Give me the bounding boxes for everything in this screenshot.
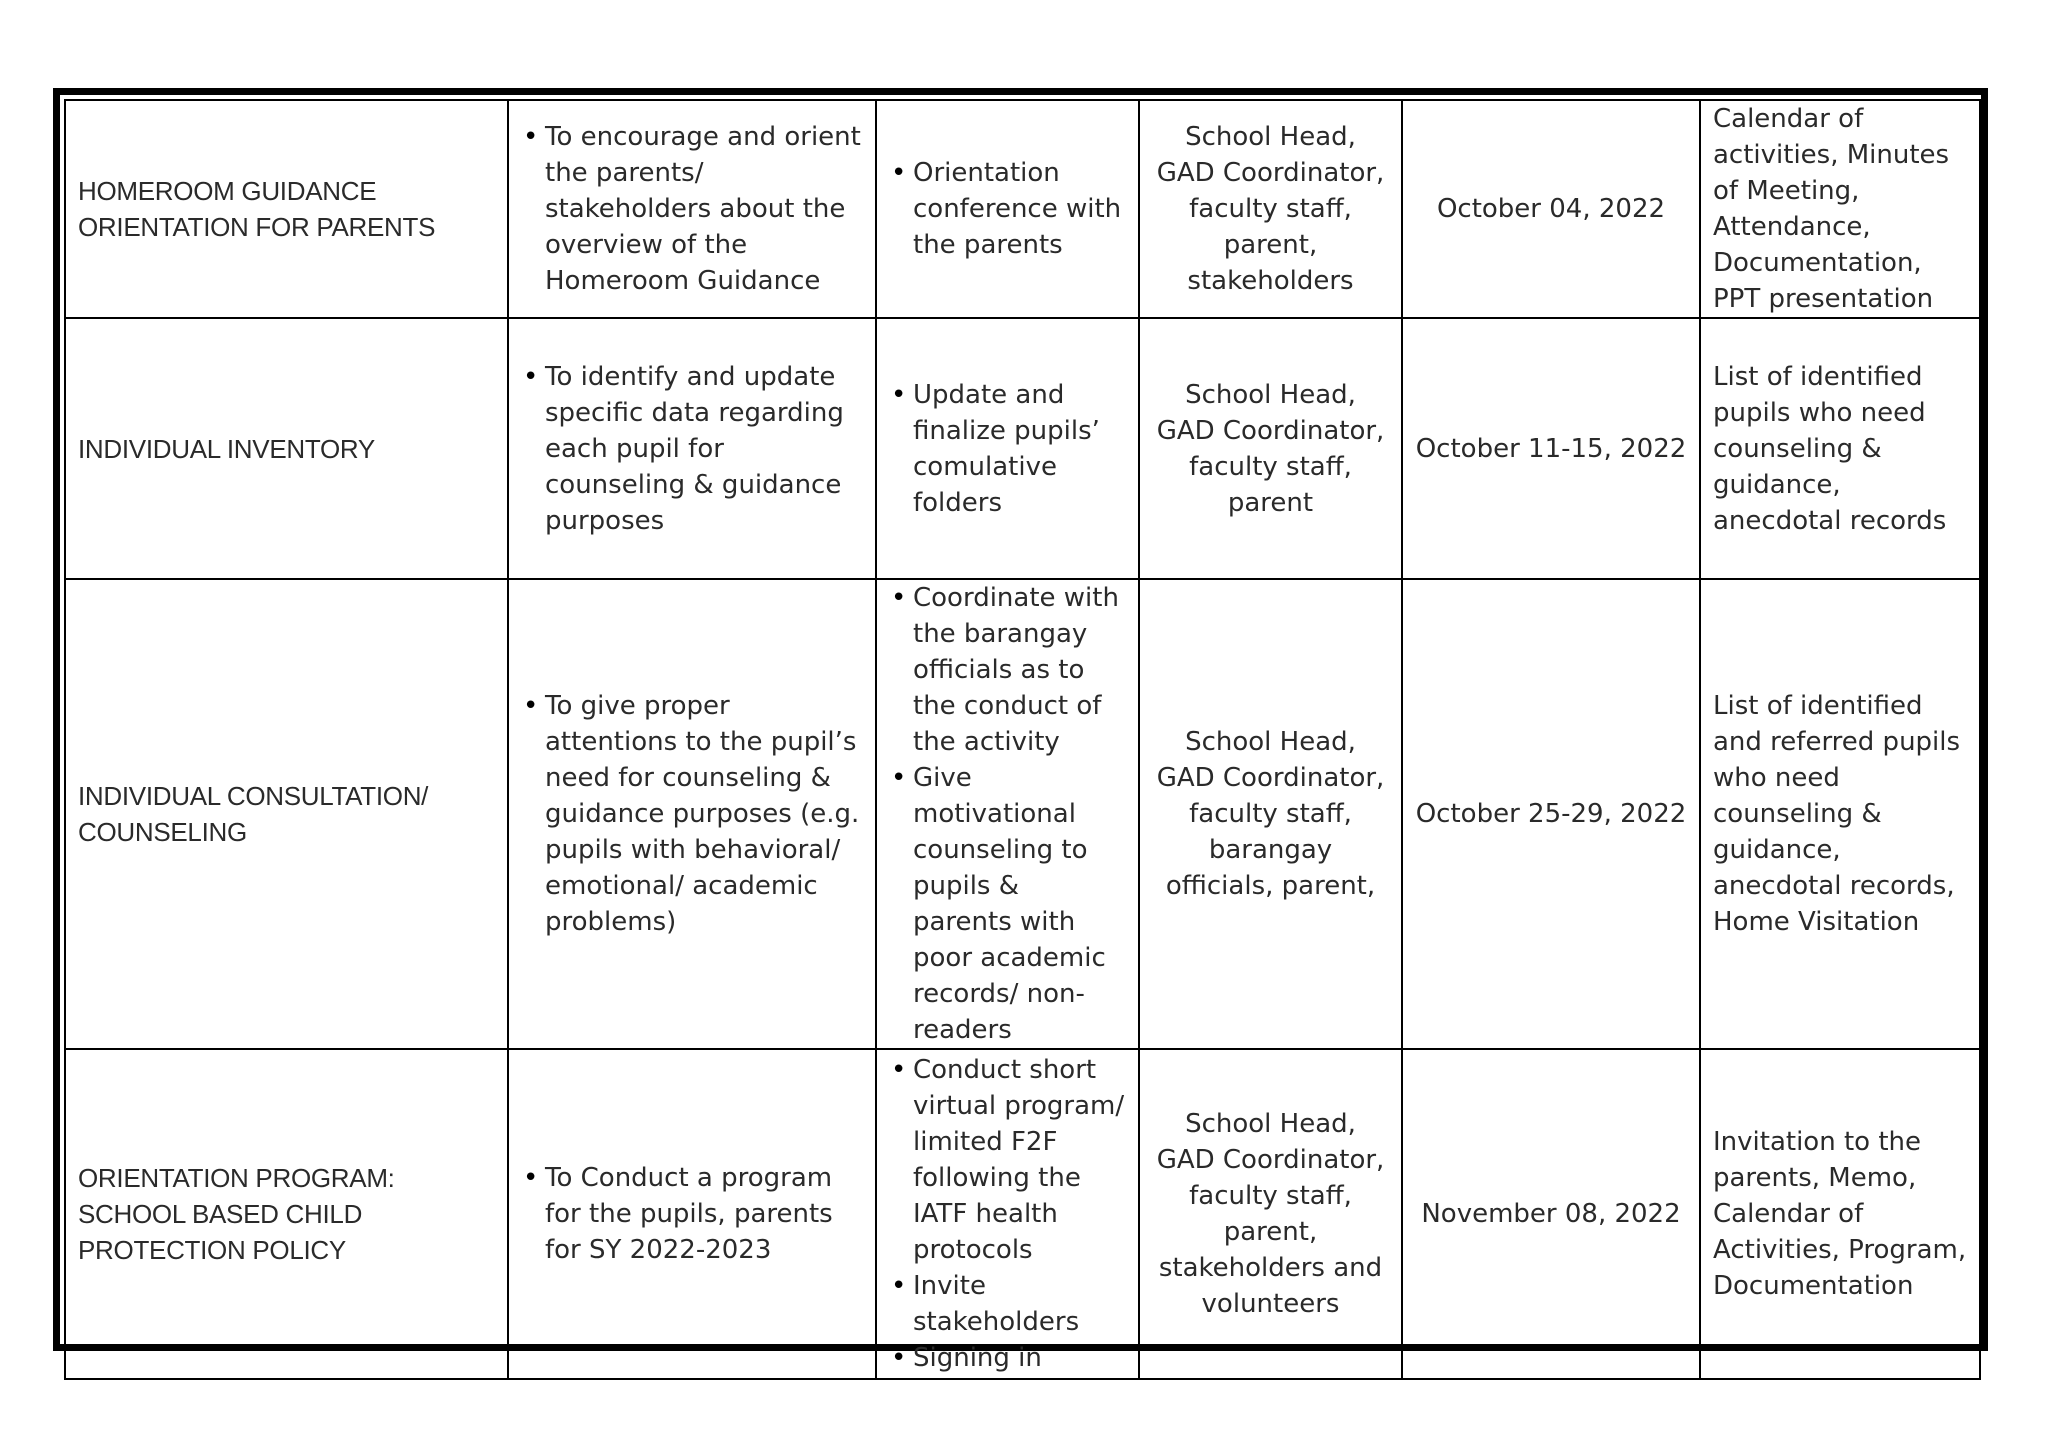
objectives-list (521, 359, 863, 539)
activity-cell: INDIVIDUAL CONSULTATION/ COUNSELING (65, 579, 508, 1049)
strategy-item: • Signing in (889, 1340, 1126, 1376)
strategies-cell (876, 100, 1139, 318)
strategy-item: • Orientation conference with the parents (889, 155, 1126, 263)
objectives-list (521, 688, 863, 940)
table-row (65, 1049, 1980, 1379)
resources-cell: Calendar of activities, Minutes of Meeting, Attendance, Documentation, PPT presentation (1700, 100, 1980, 318)
activity-cell: ORIENTATION PROGRAM: SCHOOL BASED CHILD PROTECTION POLICY (65, 1049, 508, 1379)
strategy-item: • Coordinate with the barangay officials as to the conduct of the activity (889, 580, 1126, 760)
strategy-item: • Invite stakeholders (889, 1268, 1126, 1340)
strategy-item: • Conduct short virtual program/ limited F2F following the IATF health protocols (889, 1052, 1126, 1268)
resources-cell: Invitation to the parents, Memo, Calendar of Activities, Program, Documentation (1700, 1049, 1980, 1379)
strategies-cell (876, 579, 1139, 1049)
timeline-cell: October 11-15, 2022 (1402, 318, 1700, 579)
objectives-list (521, 119, 863, 299)
objective-item: • To Conduct a program for the pupils, parents for SY 2022-2023 (521, 1160, 863, 1268)
objectives-list (521, 1160, 863, 1268)
plan-table-frame (53, 88, 1988, 1373)
persons-involved-cell: School Head, GAD Coordinator, faculty staff, parent (1139, 318, 1402, 579)
timeline-cell: November 08, 2022 (1402, 1049, 1700, 1379)
persons-involved-cell: School Head, GAD Coordinator, faculty staff, barangay officials, parent, (1139, 579, 1402, 1049)
strategies-cell (876, 318, 1139, 579)
objective-item: • To give proper attentions to the pupil’s need for counseling & guidance purposes (e.g. pupils with behavioral/ emotional/ academic problems) (521, 688, 863, 940)
persons-involved-cell: School Head, GAD Coordinator, faculty staff, parent, stakeholders and volunteers (1139, 1049, 1402, 1379)
strategies-list (889, 377, 1126, 521)
resources-cell: List of identified and referred pupils who need counseling & guidance, anecdotal records, Home Visitation (1700, 579, 1980, 1049)
strategies-list (889, 1052, 1126, 1376)
objective-item: • To identify and update specific data regarding each pupil for counseling & guidance purposes (521, 359, 863, 539)
objectives-cell (508, 579, 876, 1049)
strategies-list (889, 155, 1126, 263)
strategies-cell (876, 1049, 1139, 1379)
strategy-item: • Update and finalize pupils’ comulative folders (889, 377, 1126, 521)
guidance-plan-table (64, 99, 1981, 1380)
timeline-cell: October 04, 2022 (1402, 100, 1700, 318)
objectives-cell (508, 318, 876, 579)
strategy-item: • Give motivational counseling to pupils & parents with poor academic records/ non-readers (889, 760, 1126, 1048)
objective-item: • To encourage and orient the parents/ stakeholders about the overview of the Homeroom Guidance (521, 119, 863, 299)
persons-involved-cell: School Head, GAD Coordinator, faculty staff, parent, stakeholders (1139, 100, 1402, 318)
resources-cell: List of identified pupils who need counseling & guidance, anecdotal records (1700, 318, 1980, 579)
table-row (65, 100, 1980, 318)
objectives-cell (508, 1049, 876, 1379)
table-row (65, 318, 1980, 579)
timeline-cell: October 25-29, 2022 (1402, 579, 1700, 1049)
objectives-cell (508, 100, 876, 318)
table-row (65, 579, 1980, 1049)
activity-cell: HOMEROOM GUIDANCE ORIENTATION FOR PARENTS (65, 100, 508, 318)
strategies-list (889, 580, 1126, 1048)
activity-cell: INDIVIDUAL INVENTORY (65, 318, 508, 579)
